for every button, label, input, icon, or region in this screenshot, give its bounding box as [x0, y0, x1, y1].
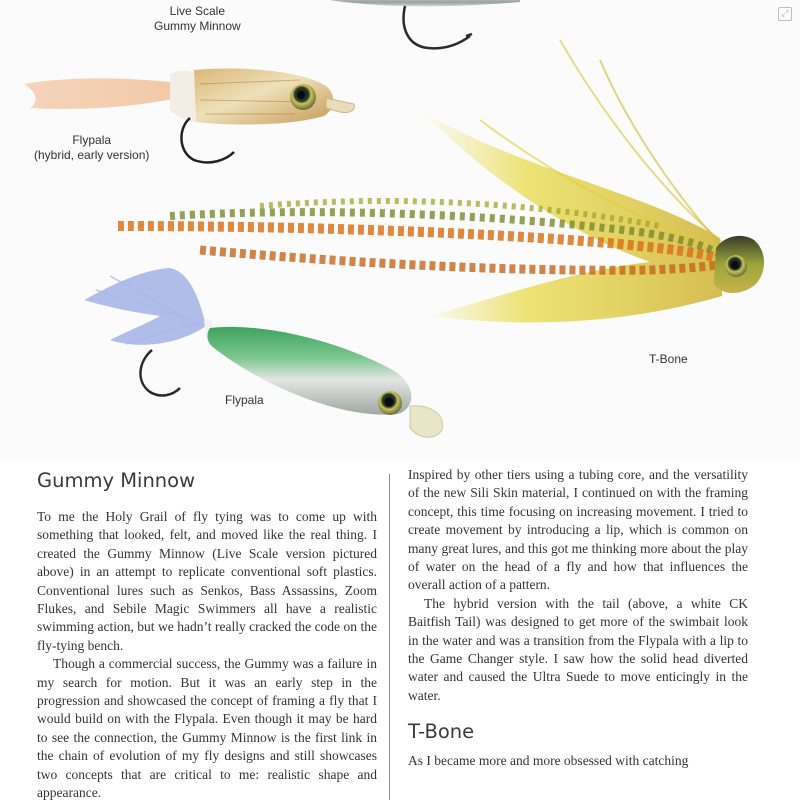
paragraph: Though a commercial success, the Gummy was a failure in my search for motion. But it was an early step in the progression and showcased the concept of framing a fly that I would build on with the Flypala. Even though it may be hard to see the connection, the Gummy Minnow is the first link in the chain of evolution of my fly designs and still showcases two concepts that are critical to me: realistic shape and appearance. — [37, 656, 377, 801]
heading-tbone: T-Bone — [408, 720, 475, 744]
left-column — [37, 466, 377, 803]
flypala-fly — [84, 268, 443, 437]
caption-flypala-hybrid: Flypala (hybrid, early version) — [34, 133, 150, 162]
paragraph: The hybrid version with the tail (above, a white CK Baitfish Tail) was designed to get more of the swimbait look in the water and was a transition from the Flypala with a lip to the Game Changer style. I saw how the solid head diverted water and caused the Ultra Suede to move enticingly in the water. — [408, 595, 748, 703]
paragraph: Inspired by other tiers using a tubing core, and the versatility of the new Sili Skin material, I continued on with the framing concept, this time focusing on increasing movement. I tried to create movement by introducing a lip, which is common on many great lures, and this got me thinking more about the play of water on the head of a fly and how that influences the overall action of a pattern. — [408, 467, 748, 593]
expand-icon[interactable]: ⤢ — [778, 7, 792, 21]
right-column — [408, 466, 748, 771]
heading-gummy-minnow: Gummy Minnow — [37, 469, 196, 492]
paragraph: As I became more and more obsessed with catching — [408, 753, 689, 769]
paragraph: To me the Holy Grail of fly tying was to come up with something that looked, felt, and moved like the real thing. I created the Gummy Minnow (Live Scale version pictured above) in an attempt to replicate conventional soft plastics. Conventional lures such as Senkos, Bass Assassins, Zoom Flukes, and Sebile Magic Swimmers all have a realistic swimming action, but we hadn’t really cracked the code on the fly-tying bench. — [37, 509, 377, 653]
caption-live-scale-gummy-minnow: Live Scale Gummy Minnow — [154, 4, 241, 33]
caption-tbone: T-Bone — [649, 352, 688, 366]
caption-flypala: Flypala — [225, 393, 264, 407]
gummy-minnow-fly — [318, 0, 520, 48]
column-divider — [389, 474, 390, 800]
